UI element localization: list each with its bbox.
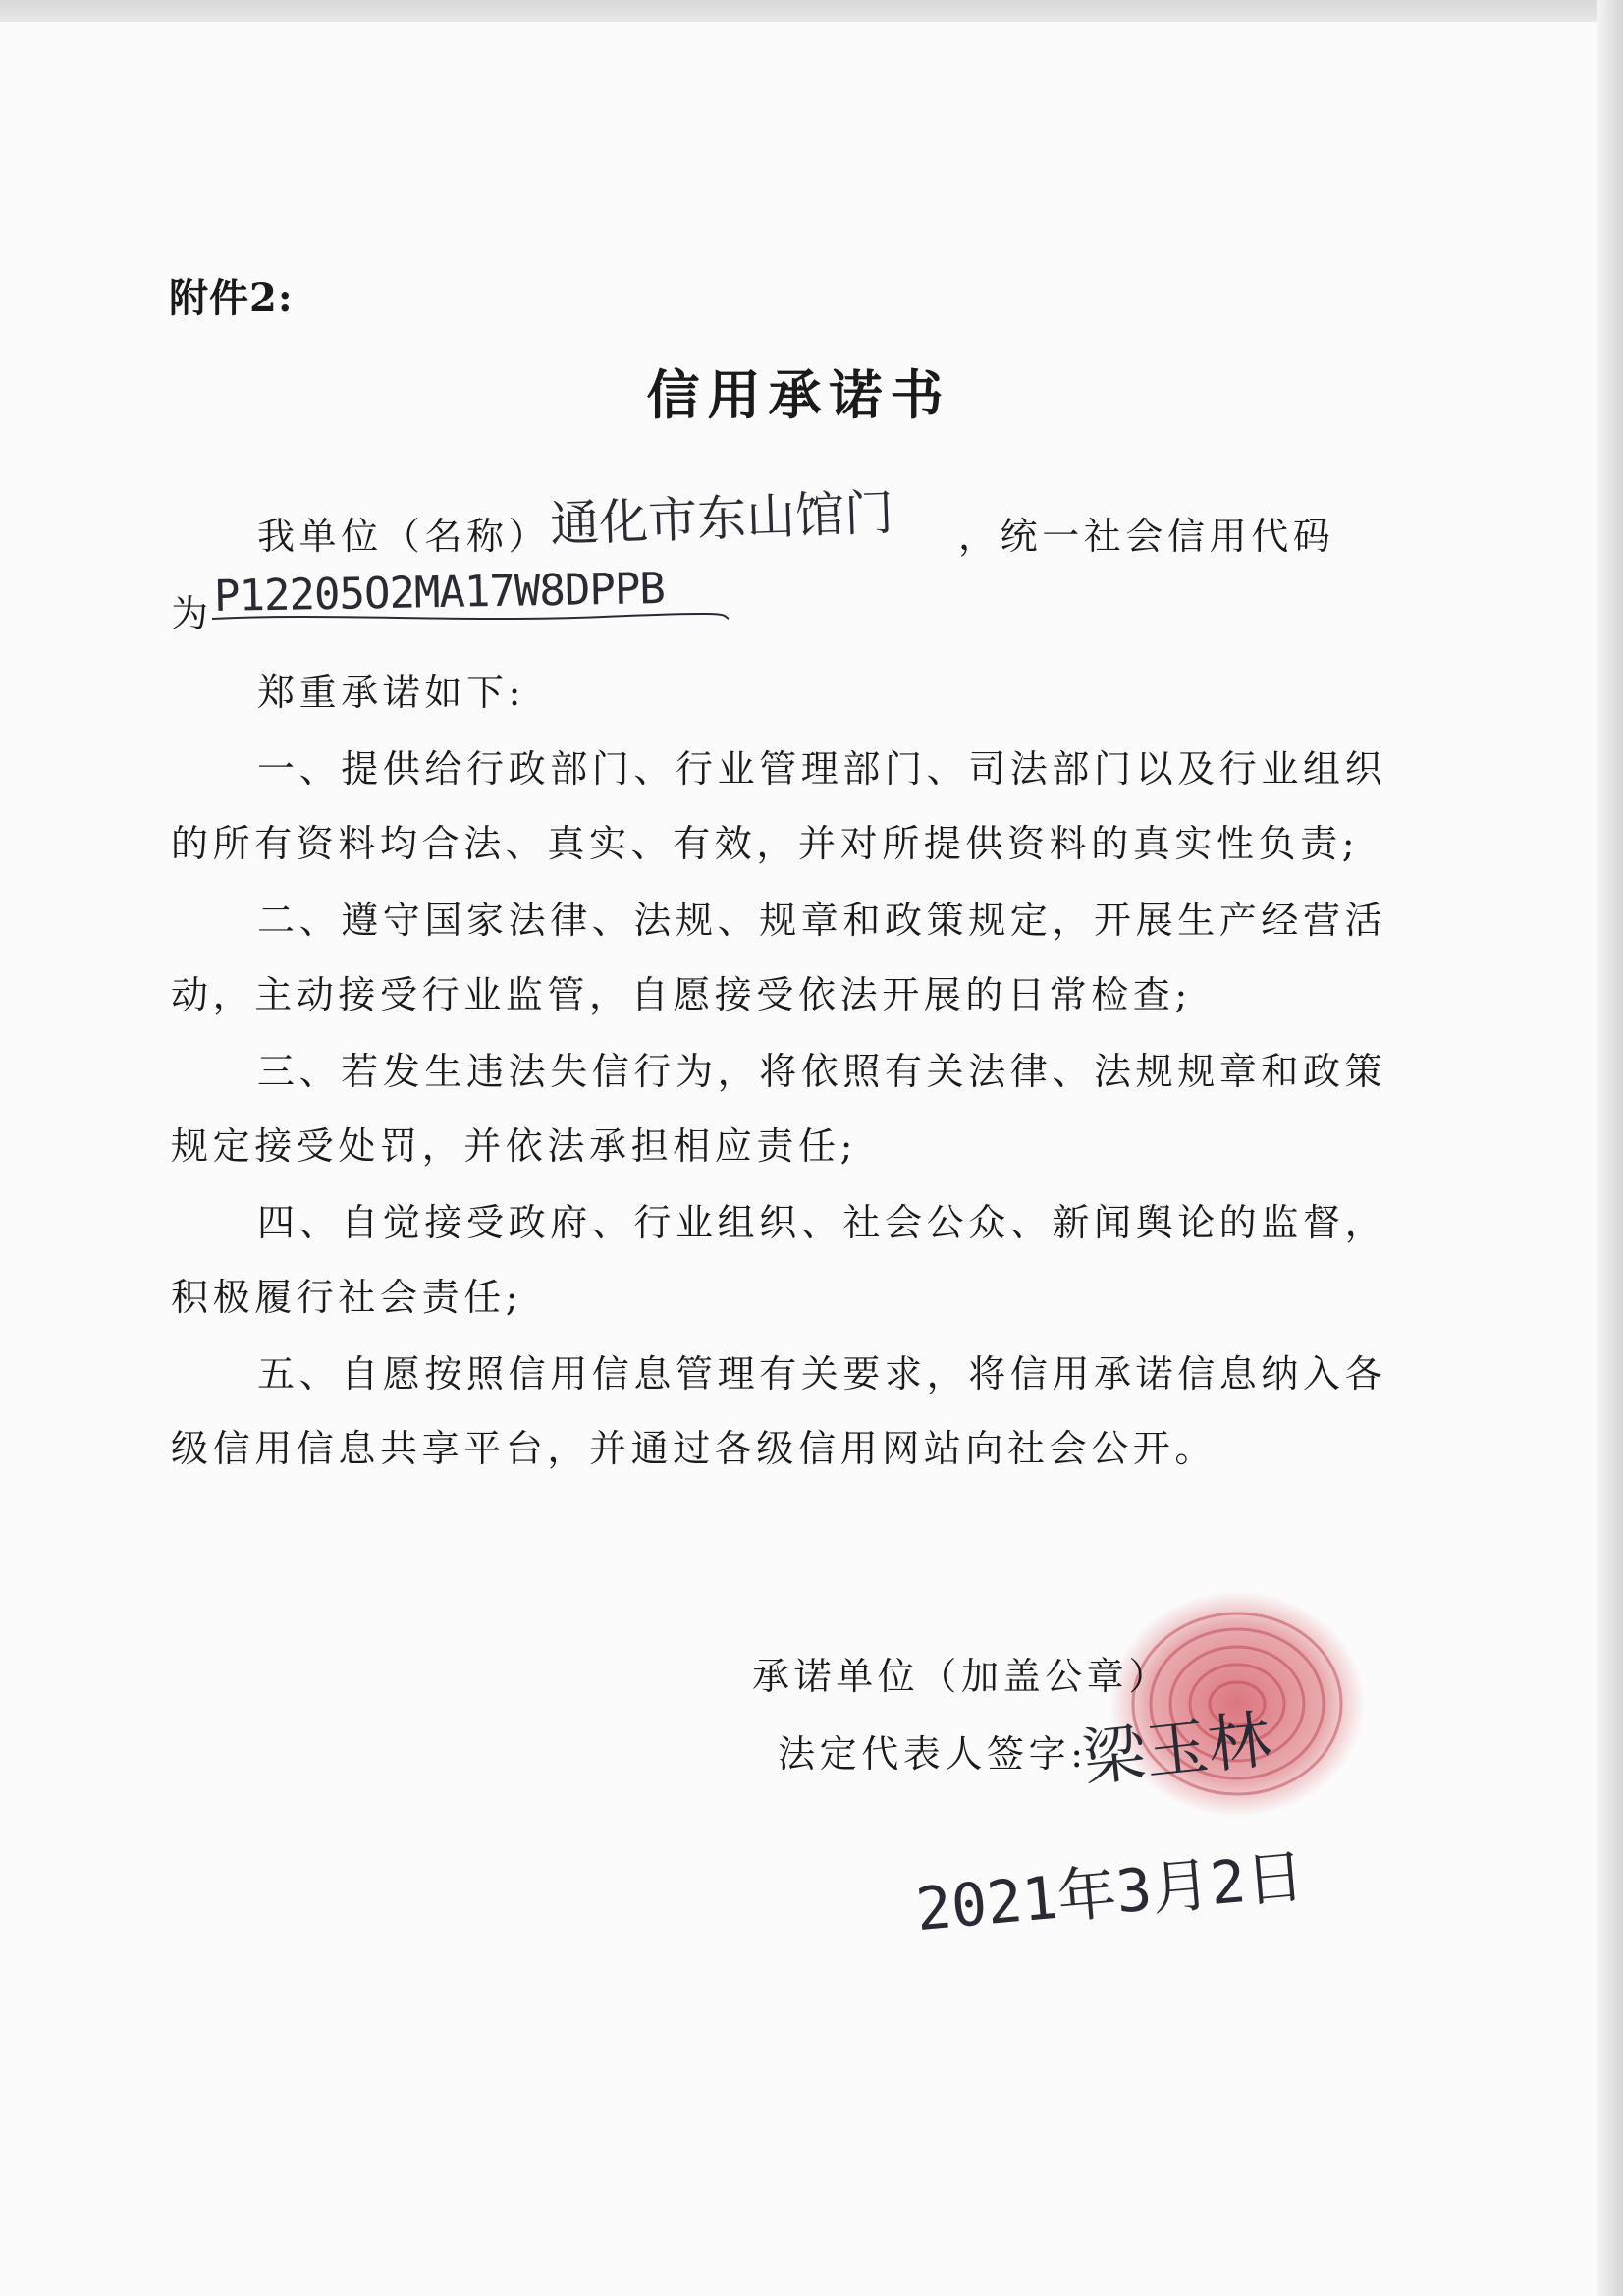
paragraph-5-line-1: 五、自愿按照信用信息管理有关要求，将信用承诺信息纳入各 (257, 1352, 1387, 1395)
code-underline (210, 609, 730, 629)
paragraph-5-line-2: 级信用信息共享平台，并通过各级信用网站向社会公开。 (171, 1427, 1217, 1470)
attachment-label: 附件2: (169, 275, 294, 321)
scan-right-edge (1597, 0, 1623, 2296)
intro-line-end: ，统一社会信用代码 (958, 515, 1335, 558)
paragraph-4-line-2: 积极履行社会责任; (171, 1276, 523, 1319)
paragraph-4-line-1: 四、自觉接受政府、行业组织、社会公众、新闻舆论的监督， (257, 1201, 1387, 1244)
paragraph-2-line-1: 二、遵守国家法律、法规、规章和政策规定，开展生产经营活 (257, 899, 1387, 942)
document-title: 信用承诺书 (646, 363, 951, 426)
intro-line: 我单位（名称） (257, 515, 551, 558)
handwritten-date: 2021年3月2日 (913, 1841, 1308, 1945)
paragraph-3-line-1: 三、若发生违法失信行为，将依照有关法律、法规规章和政策 (257, 1050, 1387, 1093)
promise-intro: 郑重承诺如下: (257, 671, 526, 714)
legal-rep-signature: 梁玉林 (1079, 1704, 1274, 1796)
commitment-unit-label: 承诺单位（加盖公章） (752, 1655, 1171, 1698)
handwritten-credit-code: P12205O2MA17W8DPPB (213, 564, 666, 622)
paragraph-1-line-2: 的所有资料均合法、真实、有效，并对所提供资料的真实性负责; (171, 822, 1360, 865)
code-prefix: 为 (171, 592, 213, 635)
paragraph-1-line-1: 一、提供给行政部门、行业管理部门、司法部门以及行业组织 (257, 747, 1387, 791)
paragraph-3-line-2: 规定接受处罚，并依法承担相应责任; (171, 1124, 858, 1168)
handwritten-unit-name: 通化市东山馆门 (549, 483, 895, 554)
paragraph-2-line-2: 动，主动接受行业监管，自愿接受依法开展的日常检查; (171, 973, 1192, 1016)
legal-rep-label: 法定代表人签字: (778, 1732, 1088, 1776)
